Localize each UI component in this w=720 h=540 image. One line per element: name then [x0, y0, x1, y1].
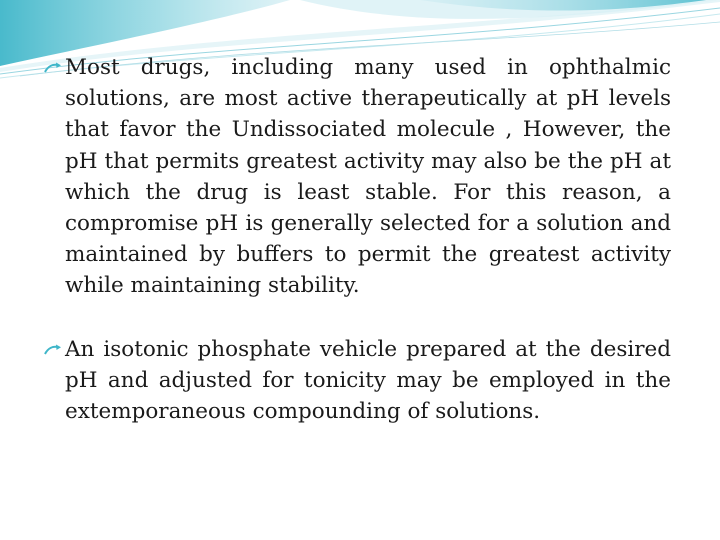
bullet-item-1	[44, 52, 671, 302]
content-area	[44, 52, 671, 427]
curved-arrow-bullet-icon	[44, 344, 62, 356]
bullet-item-2	[44, 334, 671, 428]
curved-arrow-bullet-icon	[44, 62, 62, 74]
bullet-text-2: An isotonic phosphate vehicle prepared at the desired pH and adjusted for tonicity may be employed in the extemporaneous compounding of solutions.	[65, 336, 671, 425]
bullet-text-1: Most drugs, including many used in ophthalmic solutions, are most active therapeutically at pH levels that favor the Undissociated molecule , However, the pH that permits greatest activity may also be the pH at which the drug is least stable. For this reason, a compromise pH is generally selected for a solution and maintained by buffers to permit the greatest activity while maintaining stability.	[65, 55, 671, 299]
